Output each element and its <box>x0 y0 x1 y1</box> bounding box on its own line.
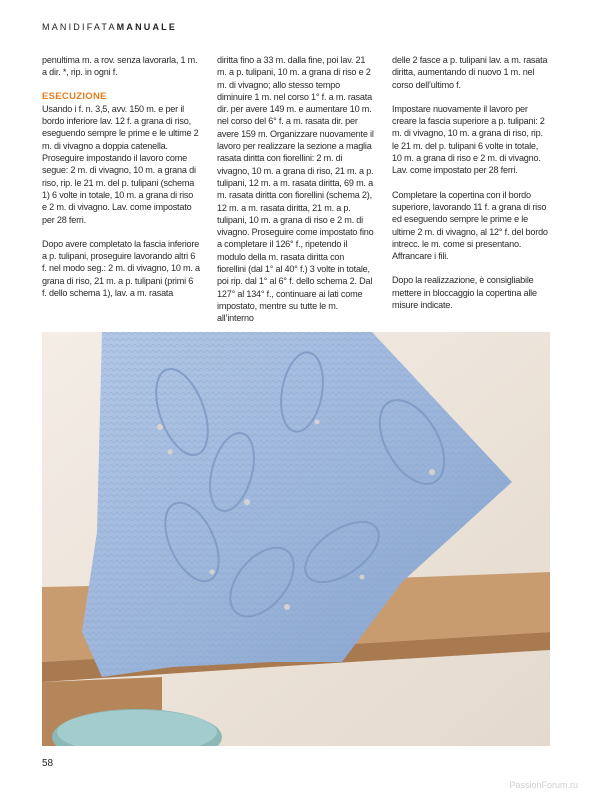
paragraph: Dopo la realizzazione, è consigliabile mettere in bloccaggio la copertina alle misure indicate. <box>392 275 537 311</box>
watermark: PassionForum.ru <box>509 780 578 790</box>
paragraph: diritta fino a 33 m. dalla fine, poi lav. 21 m. a p. tulipani, 10 m. a grana di riso e 2 m. di vivagno; allo stesso tempo diminuire 1 m. nel corso 1° f. a m. rasata dir. per avere 149 m. e aumentare 10 m. nel corso del 6° f. a m. rasata dir. per avere 159 m. Organizzare nuovamente il lavoro per realizzare la sezione a maglia rasata diritta con fiorellini: 2 m. di vivagno, 10 m. a grana di riso, 21 m. a p. tulipani, 12 m. a m. rasata diritta, 69 m. a m. rasata diritta con fiorellini (schema 2), 12 m. a m. rasata diritta, 21 m. a p. tulipani, 10 m. a grana di riso e 2 m. di vivagno. Proseguire come impostato fino a completare il 126° f., ripetendo il modulo della m. rasata diritta con fiorellini (dal 1° al 40° f.) 3 volte in totale, poi rip. dal 1° al 6° f. dello schema 2. Dal 127° al 134° f., continuare ai lati come impostato, mentre su tutte le m. all’interno <box>217 55 374 324</box>
text-column-1 <box>42 54 200 324</box>
paragraph: Proseguire impostando il lavoro come segue: 2 m. di vivagno, 10 m. a grana di riso, rip. le 21 m. del p. tulipani (schema 1) 6 volte in totale, 10 m. a grana di riso e 2 m. di vivagno. Lav. come impostato per 28 ferri. <box>42 153 196 225</box>
blanket-photo <box>42 332 550 746</box>
paragraph: Completare la copertina con il bordo superiore, lavorando 11 f. a grana di riso ed eseguendo sempre le prime e le ultime 2 m. di vivagno, al 12° f. del bordo intrecc. le m. come si presentano. Affrancare i fili. <box>392 189 548 262</box>
paragraph: Usando i f. n. 3,5, avv. 150 m. e per il bordo inferiore lav. 12 f. a grana di riso, eseguendo sempre le prime e le ultime 2 m. di vivagno a doppia catenella. <box>42 103 199 151</box>
paragraph: delle 2 fasce a p. tulipani lav. a m. rasata diritta, aumentando di nuovo 1 m. nel corso dell’ultimo f. <box>392 55 548 90</box>
paragraph: Dopo avere completato la fascia inferiore a p. tulipani, proseguire lavorando altri 6 f. nel modo seg.: 2 m. di vivagno, 10 m. a grana di riso, 21 m. a p. tulipani (primi 6 f. dello schema 1), lav. a m. rasata <box>42 238 200 299</box>
section-heading: ESECUZIONE <box>42 90 107 102</box>
page-number: 58 <box>42 758 54 769</box>
text-column-2 <box>217 54 375 324</box>
paragraph: Impostare nuovamente il lavoro per creare la fascia superiore a p. tulipani: 2 m. di vivagno, 10 m. a grana di riso, rip. le 21 m. del p. tulipani 6 volte in totale, 10 m. a grana di riso e 2 m. di vivagno. Lav. come impostato per 28 ferri. <box>392 103 545 176</box>
magazine-name-light: MANIDIFATA <box>42 22 117 32</box>
article-text-columns <box>42 54 550 324</box>
magazine-name-bold: MANUALE <box>116 22 178 32</box>
text-column-3 <box>392 54 550 324</box>
magazine-header <box>42 22 177 32</box>
paragraph: penultima m. a rov. senza lavorarla, 1 m. a dir. *, rip. in ogni f. <box>42 55 198 78</box>
